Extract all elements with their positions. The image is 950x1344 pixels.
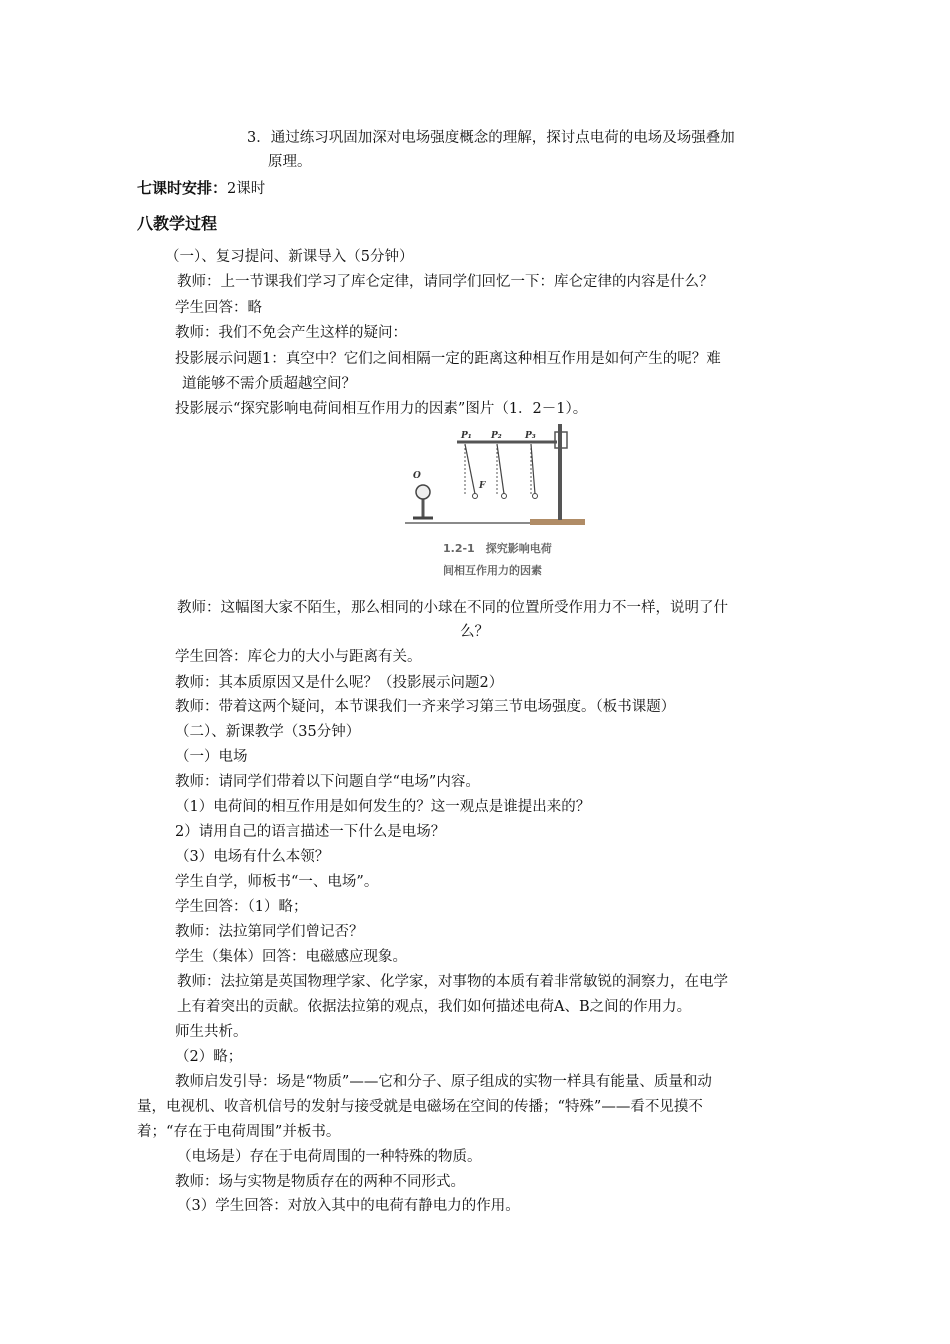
- label-o: O: [413, 471, 421, 481]
- charged-sphere-o: [416, 485, 430, 499]
- question-3: （3）电场有什么本领？: [175, 849, 330, 865]
- schedule-value: 2课时: [227, 181, 266, 197]
- paragraph-line: 教师：其本质原因又是什么呢？（投影展示问题2）: [175, 675, 504, 691]
- paragraph-line: 上有着突出的贡献。依据法拉第的观点，我们如何描述电荷A、B之间的作用力。: [177, 999, 692, 1015]
- paragraph-line: 教师：法拉第是英国物理学家、化学家，对事物的本质有着非常敏锐的洞察力，在电学: [177, 974, 728, 990]
- paragraph-line: 教师：上一节课我们学习了库仑定律，请同学们回忆一下：库仑定律的内容是什么？: [177, 274, 714, 290]
- paragraph-line: 投影展示“探究影响电荷间相互作用力的因素”图片（1．2－1）。: [175, 401, 588, 417]
- pendulum-ball-p2: [502, 494, 507, 499]
- pendulum-ball-p1: [473, 494, 478, 499]
- figure-caption-line2: 间相互作用力的因素: [443, 564, 542, 577]
- label-p3: P₃: [525, 431, 536, 441]
- label-p2: P₂: [491, 431, 502, 441]
- pendulum-ball-p3: [533, 494, 538, 499]
- process-heading: 八教学过程: [137, 214, 218, 233]
- definition-line: （电场是）存在于电荷周围的一种特殊的物质。: [177, 1149, 482, 1165]
- paragraph-line: 量，电视机、收音机信号的发射与接受就是电磁场在空间的传播；“特殊”——看不见摸不: [137, 1099, 703, 1115]
- paragraph-line: 学生（集体）回答：电磁感应现象。: [175, 949, 407, 965]
- section-2-heading: （二）、新课教学（35分钟）: [175, 724, 361, 740]
- paragraph-line: 么？: [460, 624, 489, 640]
- paragraph-line: 教师：场与实物是物质存在的两种不同形式。: [175, 1174, 465, 1190]
- figure-caption-line1: 1.2-1 探究影响电荷: [443, 542, 552, 555]
- paragraph-line: 教师：法拉第同学们曾记否？: [175, 924, 364, 940]
- label-p1: P₁: [461, 431, 472, 441]
- paragraph-line: 学生回答：库仑力的大小与距离有关。: [175, 649, 422, 665]
- paragraph-line: 教师：带着这两个疑问，本节课我们一齐来学习第三节电场强度。（板书课题）: [175, 699, 676, 715]
- paragraph-line: （2）略；: [175, 1049, 243, 1065]
- paragraph-line: 着；“存在于电荷周围”并板书。: [137, 1124, 341, 1140]
- paragraph-line: 学生回答：（1）略；: [175, 899, 308, 915]
- objective-3: 3．通过练习巩固加深对电场强度概念的理解，探讨点电荷的电场及场强叠加: [247, 130, 735, 146]
- coulomb-experiment-figure: [405, 418, 590, 583]
- paragraph-line: 教师：请同学们带着以下问题自学“电场”内容。: [175, 774, 480, 790]
- paragraph-line: 学生回答：略: [175, 300, 262, 316]
- paragraph-line: 教师启发引导：场是“物质”——它和分子、原子组成的实物一样具有能量、质量和动: [175, 1074, 712, 1090]
- paragraph-line: 道能够不需介质超越空间？: [182, 376, 356, 392]
- question-1: （1）电荷间的相互作用是如何发生的？这一观点是谁提出来的？: [175, 799, 591, 815]
- paragraph-line: 学生自学，师板书“一、电场”。: [175, 874, 379, 890]
- label-f: F: [479, 481, 486, 491]
- section-1-heading: （一）、复习提问、新课导入（5分钟）: [165, 249, 414, 265]
- paragraph-line: 师生共析。: [175, 1024, 248, 1040]
- subsection-heading: （一）电场: [175, 749, 248, 765]
- schedule-heading: 七课时安排：: [137, 179, 228, 197]
- paragraph-line: 教师：我们不免会产生这样的疑问：: [175, 325, 407, 341]
- paragraph-line: 投影展示问题1：真空中？它们之间相隔一定的距离这种相互作用是如何产生的呢？难: [175, 351, 721, 367]
- paragraph-line: 教师：这幅图大家不陌生，那么相同的小球在不同的位置所受作用力不一样，说明了什: [177, 600, 728, 616]
- objective-3-cont: 原理。: [268, 154, 312, 170]
- paragraph-line: （3）学生回答：对放入其中的电荷有静电力的作用。: [177, 1198, 520, 1214]
- question-2: 2）请用自己的语言描述一下什么是电场？: [175, 824, 446, 840]
- schedule-line: [137, 178, 265, 199]
